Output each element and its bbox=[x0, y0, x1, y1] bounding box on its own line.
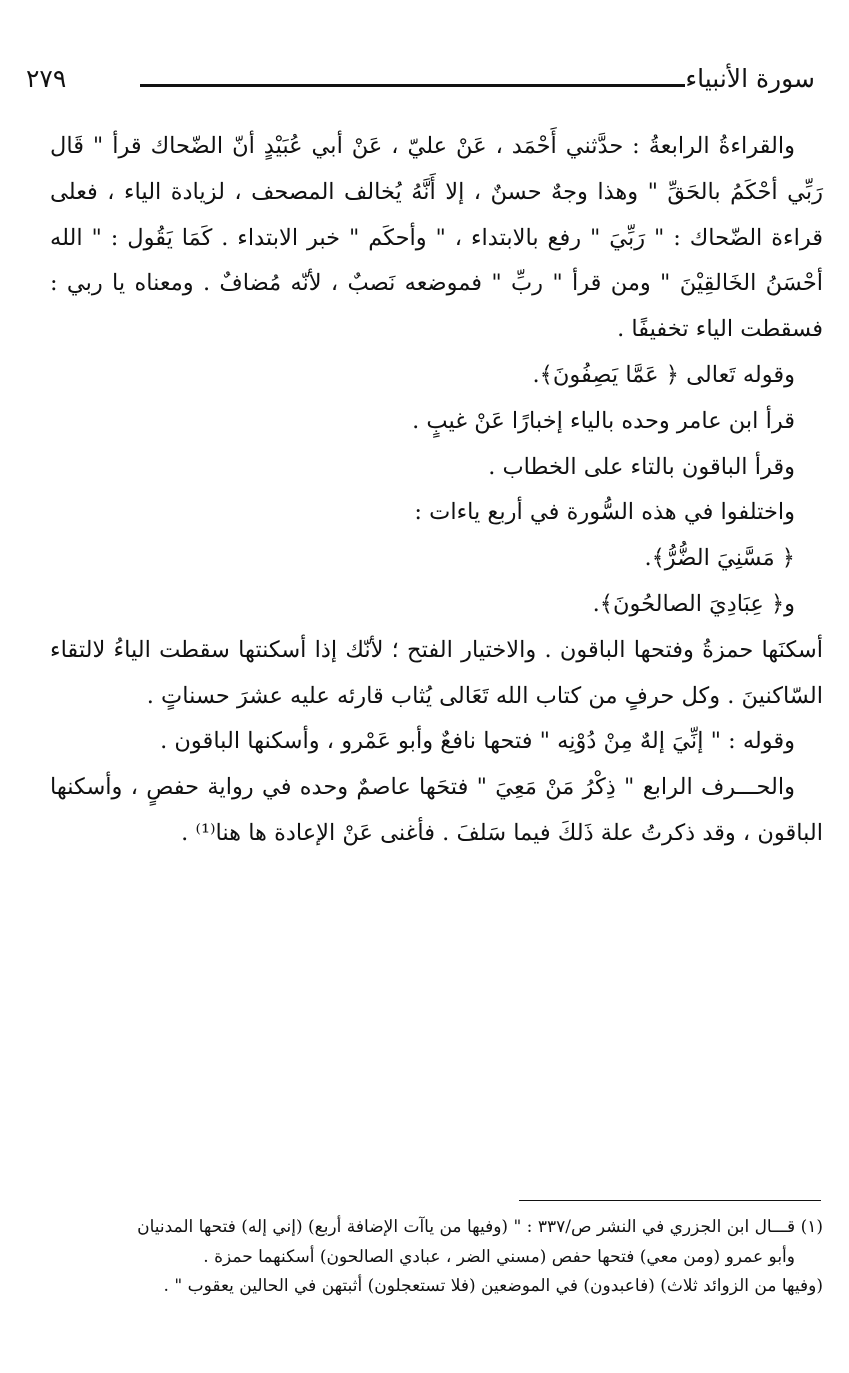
main-text bbox=[50, 124, 823, 857]
surah-title: سورة الأنبياء bbox=[685, 64, 815, 93]
quran-quote-ibadiya: و﴿ عِبَادِيَ الصالحُونَ﴾. bbox=[592, 590, 795, 617]
paragraph-inni-ilah: وقوله : " إنِّيَ إلهٌ مِنْ دُوْنِه " فتحها نافعٌ وأبو عَمْرو ، وأسكنها الباقون . bbox=[160, 728, 795, 755]
paragraph-hamza: أسكنَها حمزةُ وفتحها الباقون . والاختيار الفتح ؛ لأنّك إذا أسكنتها سقطت الياءُ لالتقاء السّاكنينَ . وكل حرفٍ من كتاب الله تَعَالى يُثاب قارئه عليه عشرَ حسناتٍ . bbox=[50, 636, 823, 709]
footnote-line: (وفيها من الزوائد ثلاث) (فاعبدون) في الموضعين (فلا تستعجلون) أثبتهن في الحالين يعقوب " . bbox=[163, 1276, 823, 1296]
quran-quote-amma-yasifun: وقوله تَعالى ﴿ عَمَّا يَصِفُونَ﴾. bbox=[532, 361, 795, 388]
footnote-line: وأبو عمرو (ومن معي) فتحها حفص (مسني الضر ، عبادي الصالحون) أسكنهما حمزة . bbox=[203, 1246, 795, 1267]
paragraph-fourth-letter: والحـــرف الرابع " ذِكْرُ مَنْ مَعِيَ " فتحَها عاصمٌ وحده في رواية حفصٍ ، وأسكنها الباقون ، وقد ذكرتُ علة ذَلكَ فيما سَلفَ . فأغنى عَنْ الإعادة ها هنا⁽¹⁾ . bbox=[50, 774, 823, 846]
paragraph-ibn-amir: قرأ ابن عامر وحده بالياء إخبارًا عَنْ غيبٍ . bbox=[412, 407, 795, 434]
footnote-rule bbox=[519, 1200, 821, 1201]
paragraph-fourth-reading: والقراءةُ الرابعةُ : حدَّثني أَحْمَد ، عَنْ عليّ ، عَنْ أبي عُبَيْدٍ أنّ الضّحاك قرأ " قَال رَبِّي أحْكَمُ بالحَقِّ " وهذا وجهٌ حسنٌ ، إلا أَنَّهُ يُخالف المصحف ، لزيادة الياء ، فعلى قراءة الضّحاك : " رَبِّيَ " رفع بالابتداء ، " وأحكَم " خبر الابتداء . كَمَا يَقُول : " الله أحْسَنُ الخَالقِيْنَ " ومن قرأ " ربِّ " فموضعه نَصبٌ ، لأنّه مُضافٌ . ومعناه يا ربي : فسقطت الياء تخفيفًا . bbox=[50, 133, 823, 343]
paragraph-others: وقرأ الباقون بالتاء على الخطاب . bbox=[488, 453, 795, 480]
page-number: ٢٧٩ bbox=[26, 64, 67, 93]
footnotes bbox=[40, 1213, 823, 1302]
header-rule bbox=[140, 84, 685, 87]
quran-quote-massaniya: ﴿ مَسَّنِيَ الضُّرُّ﴾. bbox=[644, 545, 795, 572]
page-header bbox=[20, 62, 825, 102]
paragraph-four-yaat: واختلفوا في هذه السُّورة في أربع ياءات : bbox=[414, 499, 795, 526]
footnote-line: (١) قـــال ابن الجزري في النشر ص/٣٣٧ : " (وفيها من ياآت الإضافة أربع) (إني إله) فتحها المدنيان bbox=[137, 1217, 823, 1237]
